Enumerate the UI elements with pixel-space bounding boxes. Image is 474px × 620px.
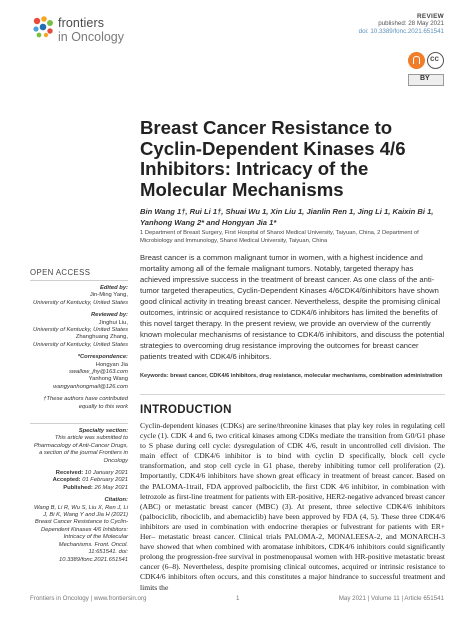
editor-name: Jin-Ming Yang,: [89, 292, 128, 299]
correspondence-label: *Correspondence:: [77, 354, 128, 361]
author-line-1: Bin Wang 1†, Rui Li 1†, Shuai Wu 1, Xin Liu 1, Jianlin Ren 1, Jing Li 1, Kaixin Bi 1,: [140, 207, 434, 216]
reviewer-affiliation: University of Kentucky, United States: [33, 327, 128, 334]
sidebar-divider: [30, 423, 128, 424]
correspondent-name: Yanhong Wang: [88, 376, 128, 383]
specialty-label: Specialty section:: [78, 428, 128, 434]
open-access-label: OPEN ACCESS: [30, 268, 91, 277]
edited-by-label: Edited by:: [99, 285, 128, 291]
reviewer-affiliation: University of Kentucky, United States: [33, 341, 128, 348]
frontiers-logo-icon: [30, 14, 56, 40]
correspondent-email[interactable]: swallow_jhy@163.com: [68, 369, 128, 376]
received-label: Received:: [55, 470, 84, 477]
author-list: [140, 207, 445, 228]
doi-link[interactable]: doi: 10.3389/fonc.2021.651541: [358, 27, 444, 35]
section-divider: [140, 394, 445, 395]
keywords-list: breast cancer, CDK4/6 inhibitors, drug resistance, molecular mechanisms, combination administration: [170, 373, 443, 379]
sidebar-editors: [30, 285, 128, 416]
reviewer-name: Zhanghuang Zhang,: [75, 334, 128, 341]
abstract: Breast cancer is a common malignant tumor in women, with a highest incidence and mortality among all of the female malignant tumors. Notably, targeted therapy has achieved impressive success in the treatment of breast cancer. As one class of the anti-tumor targeted therapeutics, Cyclin-Dependent Kinases 4/6CDK4/6inhibitors have shown good clinical activity in treating breast cancer. Nevertheless, despite the promising clinical outcomes, intrinsic or acquired resistance to CDK4/6 inhibitors has limited the benefits of this novel target therapy. In the present review, we provide an overview of the currently known molecular mechanisms of resistance to CDK4/6 inhibitors, and discuss the potential strategies to overcoming drug resistance improving the outcomes for breast cancer patients treated with CDK4/6 inhibitors.: [140, 253, 445, 361]
open-access-icon[interactable]: [408, 52, 425, 69]
footer-volume: May 2021 | Volume 11 | Article 651541: [338, 595, 444, 602]
article-type: REVIEW: [416, 13, 444, 20]
keywords: [140, 373, 445, 380]
published-label: Published:: [63, 484, 93, 491]
published-date-sidebar: 26 May 2021: [94, 484, 128, 491]
cc-by-icon[interactable]: [408, 74, 444, 86]
equal-contribution-note: †These authors have contributed equally to this work: [43, 396, 128, 410]
introduction-body: Cyclin-dependent kinases (CDKs) are serine/threonine kinases that play key roles in regulating cell cycle (1). CDK 4 and 6, two critical kinases among CDKs mediate the transition from G0/G1 phase to S phase during cell cycle: dysregulation of CDK 4/6, result in uncontrolled cell division. The main effect of CDK4/6 inhibitor is to bind with cyclin D specifically, block cell cycle transformation, and stop cell cycle in G1 phase, thereby inhibiting tumor cell proliferation (2). Importantly, CDK4/6 inhibitors have shown great efficacy in treatment of breast cancer. Based on the PALOMA-1trail, FDA approved palbociclib, the first CDK 4/6 inhibitor, in combination with letrozole as first-line treatment for patients with ER-positive, HER2-negative advanced breast cancer (ABC) or metastatic breast cancer (MBC) (3). At present, three selective CDK4/6 inhibitors (palbociclib, ribociclib, and abemaciclib) have been approved by FDA (4, 5). These three CDK4/6 inhibitors are used in combination with endocrine therapies or fulvestrant for patients with ER+ Her– metastatic breast cancer. Clinical trials PALOMA-2, MONALEESA-2, and MONARCH-3 have showed that when combined with aromatase inhibitors, CDK4/6 inhibitors could significantly prolong the progression-free survival in postmenopausal women with HR-positive metastatic breast cancer (6–8). Nevertheless, despite promising clinical outcomes, acquired or intrinsic resistance to CDK4/6 inhibitors often occurs, and this constitutes a major hindrance to successful treatment and limits the: [140, 421, 445, 592]
accepted-date: 01 February 2021: [82, 477, 128, 484]
sidebar-dates: [30, 428, 128, 569]
journal-subtitle: in Oncology: [58, 30, 125, 44]
author-line-2: Yanhong Wang 2* and Hongyan Jia 1*: [140, 217, 277, 227]
specialty-text: This article was submitted to Pharmacology of Anti-Cancer Drugs, a section of the journal Frontiers in Oncology: [33, 435, 128, 464]
keywords-label: Keywords:: [140, 373, 169, 379]
citation-label: Citation:: [104, 497, 128, 504]
creative-commons-icon[interactable]: [427, 52, 444, 69]
correspondent-email[interactable]: wangyanhongmail@126.com: [53, 383, 128, 390]
journal-logo: [30, 12, 140, 52]
article-meta: [359, 13, 444, 35]
reviewer-name: Jinghui Liu,: [98, 319, 128, 326]
correspondent-name: Hongyan Jia: [95, 361, 128, 368]
received-date: 10 January 2021: [84, 470, 128, 477]
page-number: 1: [236, 595, 240, 602]
published-date: published: 28 May 2021: [378, 20, 444, 28]
editor-affiliation: University of Kentucky, United States: [33, 299, 128, 306]
accepted-label: Accepted:: [52, 477, 81, 484]
section-heading: INTRODUCTION: [140, 404, 232, 416]
affiliations: 1 Department of Breast Surgery, First Hospital of Shanxi Medical University, Taiyuan, China, 2 Department of Microbiology and Immunology, Shanxi Medical University, Taiyuan, China: [140, 230, 419, 244]
article-title: Breast Cancer Resistance to Cyclin-Dependent Kinases 4/6 Inhibitors: Intricacy of the Molecular Mechanisms: [140, 117, 406, 200]
reviewed-by-label: Reviewed by:: [90, 312, 128, 319]
journal-name: frontiers: [58, 16, 105, 30]
citation-text: Wang B, Li R, Wu S, Liu X, Ren J, Li J, Bi K, Wang Y and Jia H (2021) Breast Cancer Resistance to Cyclin-Dependent Kinases 4/6 Inhibitors: Intricacy of the Molecular Mechanisms. Front. Oncol. 11:651541. doi: 10.3389/fonc.2021.651541: [34, 504, 128, 563]
sidebar-divider: [30, 280, 128, 281]
footer-journal[interactable]: Frontiers in Oncology | www.frontiersin.org: [30, 595, 147, 602]
